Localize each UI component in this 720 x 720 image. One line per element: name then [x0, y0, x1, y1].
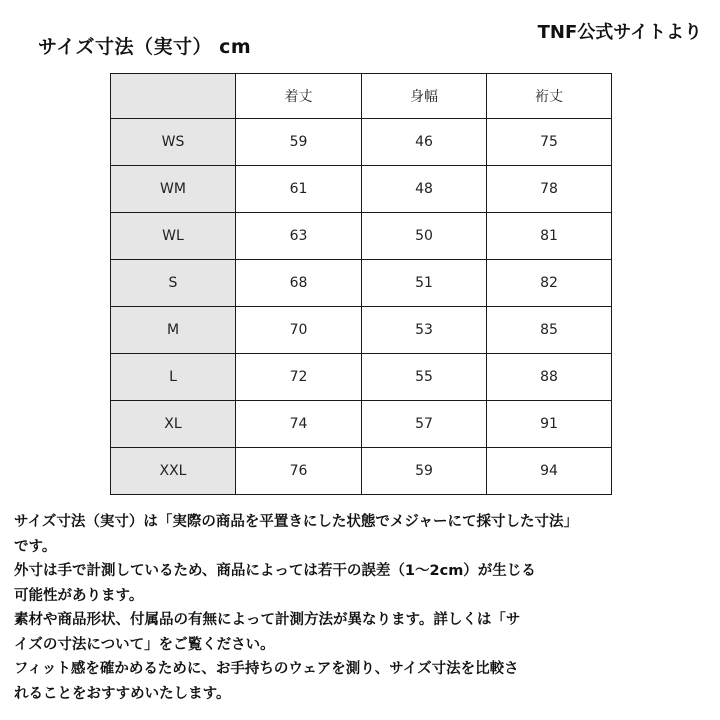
notes-line: 可能性があります。	[14, 587, 144, 604]
table-row	[111, 119, 612, 166]
sleeve-cell: 82	[487, 260, 612, 307]
sleeve-cell: 78	[487, 166, 612, 213]
size-label-cell: WL	[111, 213, 236, 260]
table-header-row	[111, 74, 612, 119]
length-cell: 61	[236, 166, 362, 213]
header-sleeve: 裄丈	[487, 74, 612, 119]
notes-line: サイズ寸法（実寸）は「実際の商品を平置きにした状態でメジャーにて採寸した寸法」	[14, 514, 579, 530]
notes-block	[14, 510, 714, 706]
table-row	[111, 213, 612, 260]
sleeve-cell: 88	[487, 354, 612, 401]
table-row	[111, 307, 612, 354]
table-row	[111, 166, 612, 213]
table-row	[111, 260, 612, 307]
page-title: サイズ寸法（実寸） cm	[38, 36, 252, 58]
size-label-cell: L	[111, 354, 236, 401]
sleeve-cell: 81	[487, 213, 612, 260]
size-label-cell: WM	[111, 166, 236, 213]
width-cell: 55	[362, 354, 487, 401]
width-cell: 51	[362, 260, 487, 307]
table-row	[111, 354, 612, 401]
length-cell: 70	[236, 307, 362, 354]
length-cell: 59	[236, 119, 362, 166]
table-row	[111, 448, 612, 495]
table-corner-cell	[111, 74, 236, 119]
width-cell: 48	[362, 166, 487, 213]
header-length: 着丈	[236, 74, 362, 119]
size-label-cell: S	[111, 260, 236, 307]
sleeve-cell: 94	[487, 448, 612, 495]
length-cell: 76	[236, 448, 362, 495]
size-label-cell: XXL	[111, 448, 236, 495]
notes-line: 外寸は手で計測しているため、商品によっては若干の誤差（1～2cm）が生じる	[14, 563, 536, 579]
header-width: 身幅	[362, 74, 487, 119]
length-cell: 68	[236, 260, 362, 307]
width-cell: 57	[362, 401, 487, 448]
sleeve-cell: 75	[487, 119, 612, 166]
sleeve-cell: 85	[487, 307, 612, 354]
notes-line: 素材や商品形状、付属品の有無によって計測方法が異なります。詳しくは「サ	[14, 612, 521, 628]
width-cell: 59	[362, 448, 487, 495]
width-cell: 46	[362, 119, 487, 166]
width-cell: 53	[362, 307, 487, 354]
length-cell: 72	[236, 354, 362, 401]
notes-line: れることをおすすめいたします。	[14, 685, 231, 702]
notes-line: イズの寸法について」をご覧ください。	[14, 636, 275, 653]
size-table	[110, 73, 612, 495]
length-cell: 63	[236, 213, 362, 260]
source-label: TNF公式サイトより	[537, 22, 702, 43]
length-cell: 74	[236, 401, 362, 448]
size-label-cell: M	[111, 307, 236, 354]
notes-line: フィット感を確かめるために、お手持ちのウェアを測り、サイズ寸法を比較さ	[14, 661, 519, 677]
width-cell: 50	[362, 213, 487, 260]
sleeve-cell: 91	[487, 401, 612, 448]
notes-line: です。	[14, 538, 57, 555]
size-label-cell: XL	[111, 401, 236, 448]
size-label-cell: WS	[111, 119, 236, 166]
table-row	[111, 401, 612, 448]
